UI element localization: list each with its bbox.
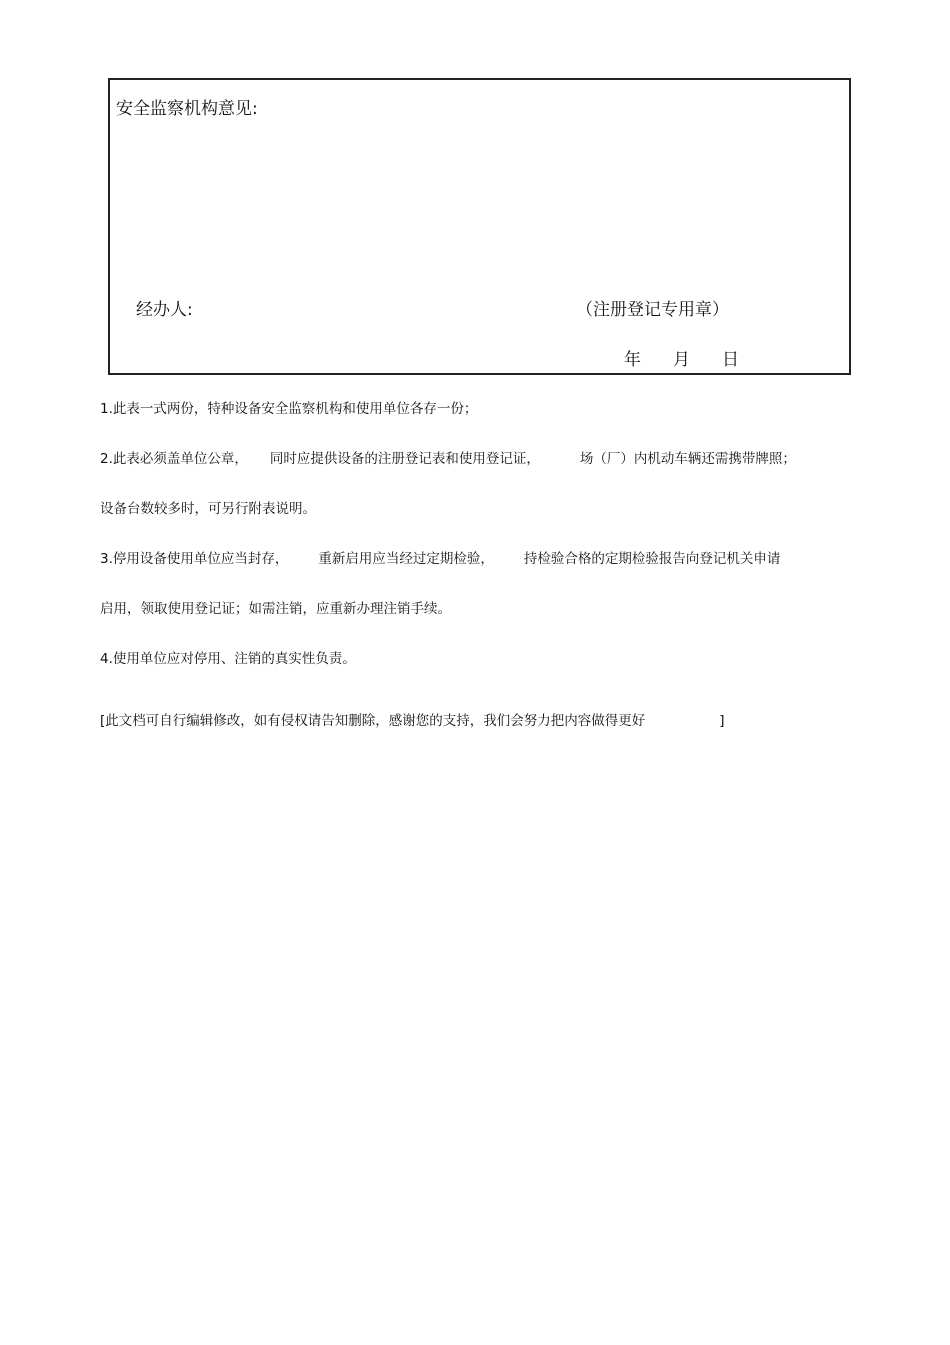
note-3-part-c: 持检验合格的定期检验报告向登记机关申请 xyxy=(523,551,781,567)
note-2-part-c: 场（厂）内机动车辆还需携带牌照； xyxy=(579,451,796,467)
seal-label: （注册登记专用章） xyxy=(576,300,729,320)
footer-text: [此文档可自行编辑修改，如有侵权请告知删除，感谢您的支持，我们会努力把内容做得更好 xyxy=(100,713,646,729)
note-3-part-b: 重新启用应当经过定期检验， xyxy=(318,551,494,567)
date-day: 日 xyxy=(722,350,739,370)
note-1: 1.此表一式两份，特种设备安全监察机构和使用单位各存一份； xyxy=(100,401,478,417)
date-row xyxy=(624,345,739,370)
note-3 xyxy=(100,547,780,567)
note-2-continued: 设备台数较多时，可另行附表说明。 xyxy=(100,501,316,517)
note-2-part-a: 2.此表必须盖单位公章， xyxy=(100,451,248,467)
opinion-title: 安全监察机构意见: xyxy=(116,99,258,119)
footer-disclaimer xyxy=(100,709,725,729)
opinion-box xyxy=(108,78,851,375)
footer-close-bracket: ] xyxy=(719,713,725,729)
date-month: 月 xyxy=(673,350,690,370)
note-3-part-a: 3.停用设备使用单位应当封存， xyxy=(100,551,289,567)
note-2-part-b: 同时应提供设备的注册登记表和使用登记证， xyxy=(269,451,540,467)
note-2 xyxy=(100,447,796,467)
handler-label: 经办人: xyxy=(136,300,193,320)
note-3-continued: 启用，领取使用登记证；如需注销，应重新办理注销手续。 xyxy=(100,601,451,617)
date-year: 年 xyxy=(624,350,641,370)
note-4: 4.使用单位应对停用、注销的真实性负责。 xyxy=(100,651,356,667)
